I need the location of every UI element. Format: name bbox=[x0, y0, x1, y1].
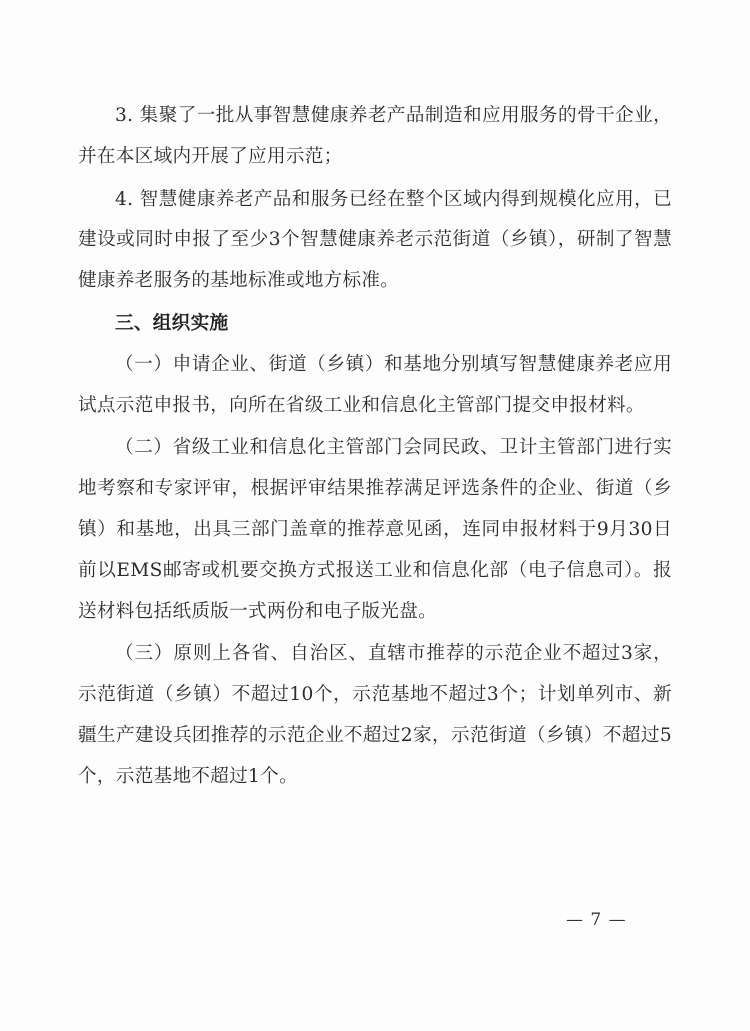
paragraph-step-2: （二）省级工业和信息化主管部门会同民政、卫计主管部门进行实地考察和专家评审，根据评审结果推荐满足评选条件的企业、街道（乡镇）和基地，出具三部门盖章的推荐意见函，连同申报材料于9月30日前以EMS邮寄或机要交换方式报送工业和信息化部（电子信息司）。报送材料包括纸质版一式两份和电子版光盘。 bbox=[78, 437, 672, 622]
section-heading: 三、组织实施 bbox=[115, 312, 229, 334]
paragraph-step-3: （三）原则上各省、自治区、直辖市推荐的示范企业不超过3家，示范街道（乡镇）不超过10个，示范基地不超过3个；计划单列市、新疆生产建设兵团推荐的示范企业不超过2家，示范街道（乡镇）不超过5个，示范基地不超过1个。 bbox=[78, 643, 672, 787]
paragraph-step-1: （一）申请企业、街道（乡镇）和基地分别填写智慧健康养老应用试点示范申报书，向所在省级工业和信息化主管部门提交申报材料。 bbox=[78, 353, 672, 416]
paragraph-item-4: 4. 智慧健康养老产品和服务已经在整个区域内得到规模化应用，已建设或同时申报了至少3个智慧健康养老示范街道（乡镇），研制了智慧健康养老服务的基地标准或地方标准。 bbox=[78, 188, 672, 292]
paragraph-item-3: 3. 集聚了一批从事智慧健康养老产品制造和应用服务的骨干企业，并在本区域内开展了应用示范； bbox=[78, 105, 672, 167]
page-number: — 7 — bbox=[566, 910, 627, 930]
document-body bbox=[78, 96, 672, 798]
